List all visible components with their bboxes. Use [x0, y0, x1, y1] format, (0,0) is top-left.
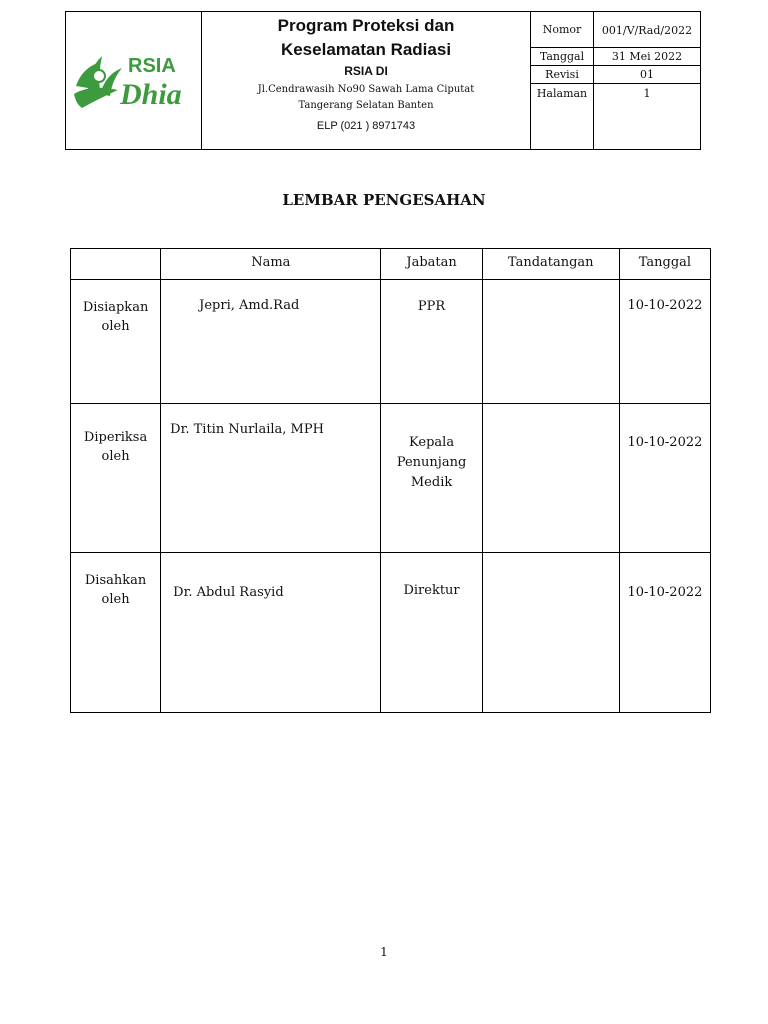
header-jabatan: Jabatan	[381, 249, 482, 280]
revisi-label: Revisi	[531, 66, 593, 84]
tanggal-value: 31 Mei 2022	[594, 48, 700, 66]
logo-text-dhia: Dhia	[120, 78, 182, 111]
row-date: 10-10-2022	[619, 280, 710, 404]
logo-text-rsia: RSIA	[128, 55, 176, 77]
table-row	[71, 280, 711, 404]
row-date: 10-10-2022	[619, 404, 710, 553]
table-header-row	[71, 249, 711, 280]
row-signature	[482, 280, 619, 404]
revisi-value: 01	[594, 66, 700, 84]
row-name: Dr. Abdul Rasyid	[161, 553, 381, 713]
header-tanggal: Tanggal	[619, 249, 710, 280]
halaman-label: Halaman	[536, 86, 588, 100]
row-signature	[482, 553, 619, 713]
rsia-dhia-logo	[72, 48, 198, 112]
organization-name: RSIA DI	[344, 64, 388, 78]
address-line1: Jl.Cendrawasih No90 Sawah Lama Ciputat	[257, 84, 475, 95]
header-nama: Nama	[161, 249, 381, 280]
title-cell	[202, 12, 531, 149]
row-date: 10-10-2022	[619, 553, 710, 713]
table-row	[71, 553, 711, 713]
tanggal-label: Tanggal	[531, 48, 593, 66]
address-line2: Tangerang Selatan Banten	[298, 100, 434, 111]
logo-cell	[66, 12, 202, 149]
program-title-line1: Program Proteksi dan	[277, 16, 455, 35]
program-title-line2: Keselamatan Radiasi	[280, 40, 452, 59]
row-role: Disahkan oleh	[71, 553, 161, 713]
document-title: LEMBAR PENGESAHAN	[282, 191, 486, 209]
header-tandatangan: Tandatangan	[482, 249, 619, 280]
document-header	[65, 11, 701, 150]
page-number: 1	[380, 945, 388, 959]
phone-number: ELP (021 ) 8971743	[316, 120, 416, 132]
halaman-value: 1	[643, 86, 651, 100]
row-position: Direktur	[381, 553, 482, 713]
row-position: Kepala Penunjang Medik	[381, 404, 482, 553]
row-name: Dr. Titin Nurlaila, MPH	[161, 404, 381, 553]
row-signature	[482, 404, 619, 553]
row-position: PPR	[381, 280, 482, 404]
header-blank	[71, 249, 161, 280]
row-name: Jepri, Amd.Rad	[161, 280, 381, 404]
nomor-label: Nomor	[531, 12, 593, 48]
nomor-value: 001/V/Rad/2022	[594, 12, 700, 48]
row-role: Diperiksa oleh	[71, 404, 161, 553]
approval-table	[70, 248, 711, 713]
row-role: Disiapkan oleh	[71, 280, 161, 404]
table-row	[71, 404, 711, 553]
document-meta	[531, 12, 700, 149]
